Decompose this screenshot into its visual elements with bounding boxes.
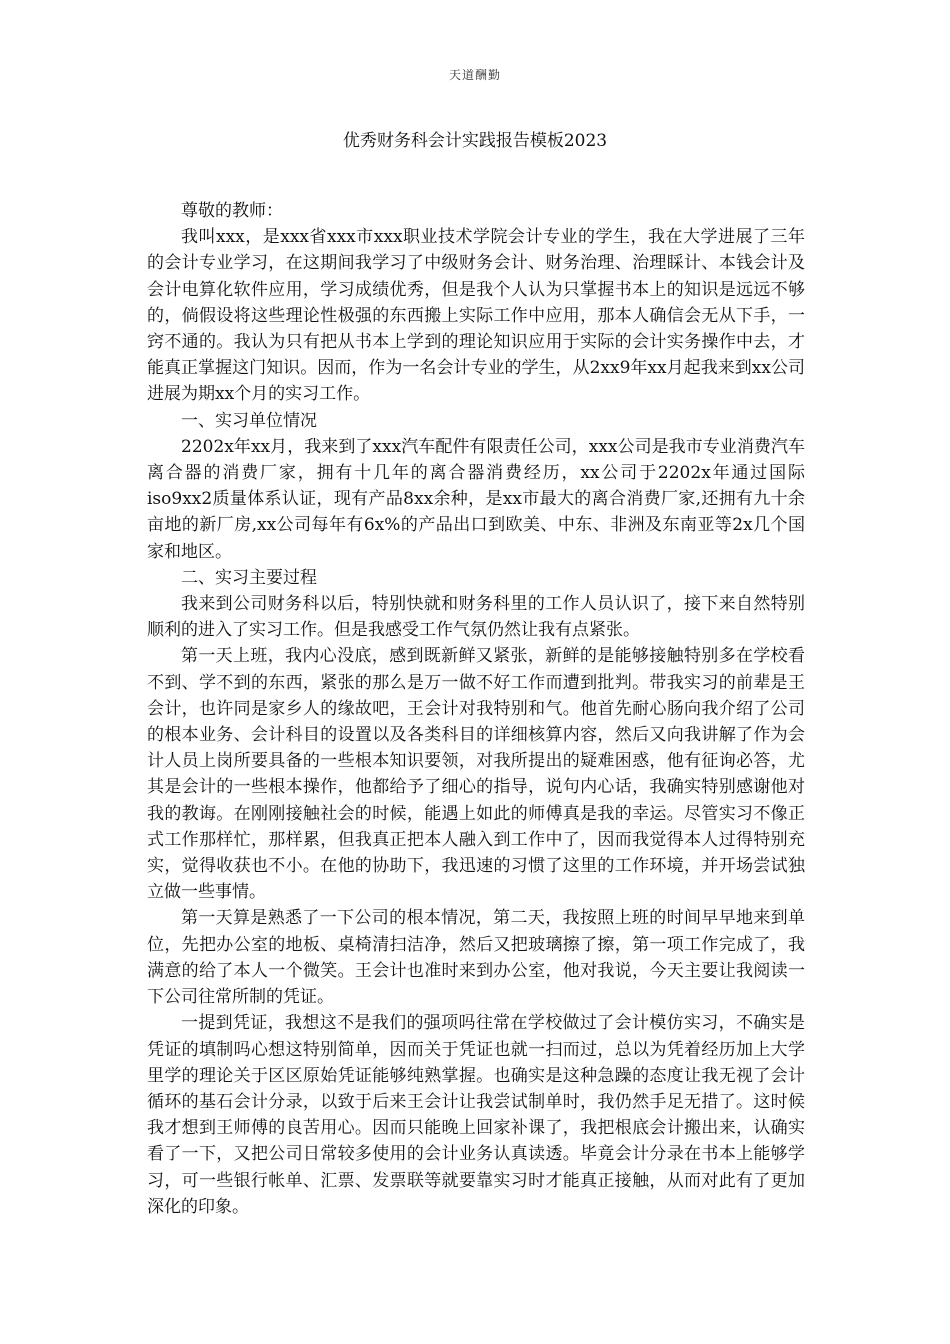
voucher-paragraph: 一提到凭证，我想这不是我们的强项吗往常在学校做过了会计模仿实习，不确实是凭证的填制吗心想这特别简单，因而关于凭证也就一扫而过，总以为凭着经历加上大学里学的理论关于区区原始凭证能够纯熟掌握。也确实是这种急躁的态度让我无视了会计循环的基石会计分录，以致于后来王会计让我尝试制单时，我仍然手足无措了。这时候我才想到王师傅的良苦用心。因而只能晚上回家补课了，我把根底会计搬出来，认确实看了一下，又把公司日常较多使用的会计业务认真读透。毕竟会计分录在书本上能够学习，可一些银行帐单、汇票、发票联等就要靠实习时才能真正接触，从而对此有了更加深化的印象。 [147,1013,805,1217]
document-title: 优秀财务科会计实践报告模板2023 [342,131,608,151]
header-note: 天道酬勤 [448,68,501,82]
arrival-paragraph: 我来到公司财务科以后，特别快就和财务科里的工作人员认识了，接下来自然特别顺利的进入了实习工作。但是我感受工作气氛仍然让我有点紧张。 [147,594,805,641]
first-day-paragraph: 第一天上班，我内心没底，感到既新鲜又紧张，新鲜的是能够接触特别多在学校看不到、学不到的东西，紧张的那么是万一做不好工作而遭到批判。带我实习的前辈是王会计，也许同是家乡人的缘故吧，王会计对我特别和气。他首先耐心肠向我介绍了公司的根本业务、会计科目的设置以及各类科目的详细核算内容，然后又向我讲解了作为会计人员上岗所要具备的一些根本知识要领，对我所提出的疑难困惑，他有征询必答，尤其是会计的一些根本操作，他都给予了细心的指导，说句内心话，我确实特别感谢他对我的教诲。在刚刚接触社会的时候，能遇上如此的师傅真是我的幸运。尽管实习不像正式工作那样忙，那样累，但我真正把本人融入到工作中了，因而我觉得本人过得特别充实，觉得收获也不小。在他的协助下，我迅速的习惯了这里的工作环境，并开场尝试独立做一些事情。 [147,646,805,903]
second-day-paragraph: 第一天算是熟悉了一下公司的根本情况，第二天，我按照上班的时间早早地来到单位，先把办公室的地板、桌椅清扫洁净，然后又把玻璃擦了擦，第一项工作完成了，我满意的给了本人一个微笑。王会计也准时来到办公室，他对我说，今天主要让我阅读一下公司往常所制的凭证。 [147,908,805,1008]
section-heading-unit: 一、实习单位情况 [181,410,317,431]
company-paragraph: 2202x年xx月，我来到了xxx汽车配件有限责任公司，xxx公司是我市专业消费汽车离合器的消费厂家，拥有十几年的离合器消费经历，xx公司于2202x年通过国际iso9xx2质量体系认证，现有产品8xx余种，是xx市最大的离合消费厂家,还拥有九十余亩地的新厂房,xx公司每年有6x%的产品出口到欧美、中东、非洲及东南亚等2x几个国家和地区。 [147,436,805,562]
intro-paragraph: 我叫xxx，是xxx省xxx市xxx职业技术学院会计专业的学生，我在大学进展了三年的会计专业学习，在这期间我学习了中级财务会计、财务治理、治理睬计、本钱会计及会计电算化软件应用，学习成绩优秀，但是我个人认为只掌握书本上的知识是远远不够的，倘假设将这些理论性极强的东西搬上实际工作中应用，那本人确信会无从下手，一窍不通的。我认为只有把从书本上学到的理论知识应用于实际的会计实务操作中去，才能真正掌握这门知识。因而，作为一名会计专业的学生，从2xx9年xx月起我来到xx公司进展为期xx个月的实习工作。 [147,227,805,405]
section-heading-process: 二、实习主要过程 [181,567,317,588]
document-body [147,198,805,1220]
salutation-paragraph: 尊敬的教师： [181,201,283,221]
